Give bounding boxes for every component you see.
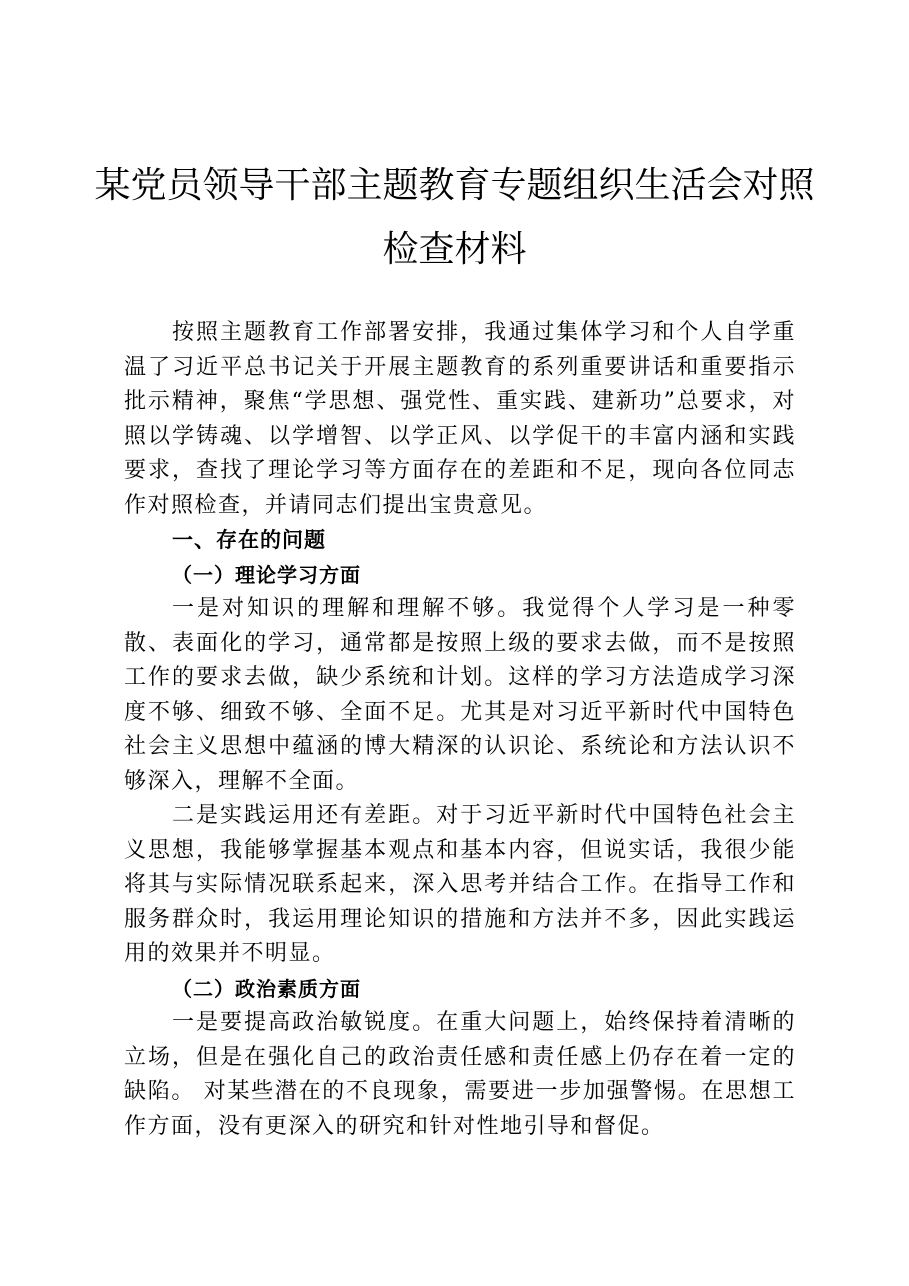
section-heading-problems: 一、存在的问题: [172, 528, 326, 552]
paragraph-theory-2: 二是实践运用还有差距。对于习近平新时代中国特色社会主义思想，我能够掌握基本观点和基本内容，但说实话，我很少能将其与实际情况联系起来，深入思考并结合工作。在指导工作和服务群众时，我运用理论知识的措施和方法并不多，因此实践运用的效果并不明显。: [124, 803, 796, 966]
intro-paragraph: 按照主题教育工作部署安排，我通过集体学习和个人自学重温了习近平总书记关于开展主题教育的系列重要讲话和重要指示批示精神，聚焦“学思想、强党性、重实践、建新功”总要求，对照以学铸魂、以学增智、以学正风、以学促干的丰富内涵和实践要求，查找了理论学习等方面存在的差距和不足，现向各位同志作对照检查，并请同志们提出宝贵意见。: [124, 320, 796, 518]
paragraph-political-1: 一是要提高政治敏锐度。在重大问题上，始终保持着清晰的立场，但是在强化自己的政治责任感和责任感上仍存在着一定的缺陷。 对某些潜在的不良现象，需要进一步加强警惕。在思想工作方面，没有更深入的研究和针对性地引导和督促。: [124, 1010, 796, 1139]
document-title-line2: 检查材料: [382, 229, 527, 270]
paragraph-theory-1: 一是对知识的理解和理解不够。我觉得个人学习是一种零散、表面化的学习，通常都是按照上级的要求去做，而不是按照工作的要求去做，缺少系统和计划。这样的学习方法造成学习深度不够、细致不够、全面不足。尤其是对习近平新时代中国特色社会主义思想中蕴涵的博大精深的认识论、系统论和方法认识不够深入，理解不全面。: [124, 596, 796, 794]
subsection-heading-theory-study: （一）理论学习方面: [172, 562, 361, 587]
document-body: [124, 316, 796, 1144]
subsection-heading-political-quality: （二）政治素质方面: [172, 976, 361, 1001]
document-title-line1: 某党员领导干部主题教育专题组织生活会对照: [94, 165, 815, 206]
